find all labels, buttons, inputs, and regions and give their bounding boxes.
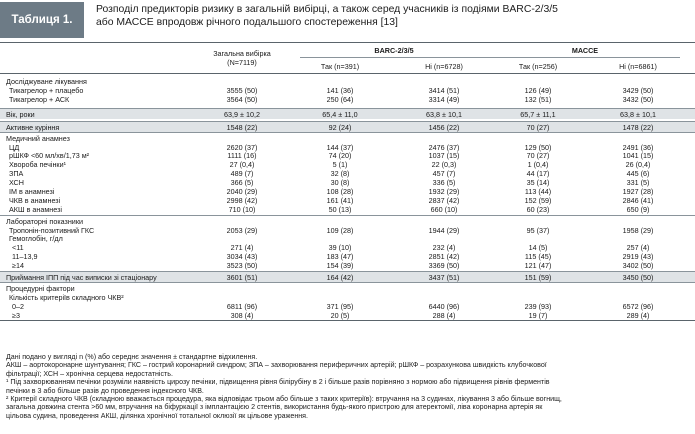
row-label: рШКФ <60 мл/хв/1,73 м²: [9, 151, 90, 161]
footnote-abbreviations: АКШ – аортокоронарне шунтування; ГКС – гострий коронарний синдром; ЗПА – захворювання периферичних артерій; рШКФ – розрахункова швидкість клубочкової: [6, 361, 547, 370]
cell-masse-yes: 35 (14): [526, 178, 550, 188]
cell-overall: 366 (5): [230, 178, 254, 188]
cell-barc-yes: 109 (28): [326, 225, 354, 235]
cell-barc-no: 288 (4): [432, 310, 456, 320]
row-label: <11: [12, 243, 24, 253]
table-footnotes: [6, 353, 692, 420]
cell-overall: 2040 (29): [226, 187, 258, 197]
cell-barc-no: 1037 (15): [428, 151, 460, 161]
cell-barc-no: 22 (0,3): [431, 160, 457, 170]
cell-barc-no: 6440 (96): [428, 301, 460, 311]
footnote-2-cont-2: цільова судина, проведення АКШ, ділянка хронічної тотальної оклюзії як цільове ураження.: [6, 411, 308, 420]
cell-barc-no: 63,8 ± 10,1: [426, 109, 462, 119]
cell-masse-yes: 70 (27): [526, 122, 550, 132]
row-label: ЧКВ в анамнезі: [9, 195, 61, 205]
row-label: ≥14: [12, 261, 24, 271]
cell-barc-no: 2476 (37): [428, 142, 460, 152]
table-row: [0, 312, 695, 321]
cell-masse-yes: 132 (51): [524, 94, 552, 104]
cell-masse-yes: 129 (50): [524, 142, 552, 152]
row-label: Вік, роки: [6, 109, 35, 119]
row-label: АКШ в анамнезі: [9, 204, 62, 214]
table-title: [96, 3, 691, 29]
cell-masse-yes: 239 (93): [524, 301, 552, 311]
row-label: Приймання ІПП під час виписки зі стаціонару: [6, 273, 157, 283]
row-label: Гемоглобін, г/дл: [9, 234, 63, 244]
row-label: ХСН: [9, 178, 24, 188]
footnote-1-cont: печінки в 3 або більше разів до проведення індексного ЧКВ.: [6, 386, 204, 395]
cell-masse-no: 1958 (29): [622, 225, 654, 235]
cell-masse-yes: 126 (49): [524, 85, 552, 95]
cell-overall: 2998 (42): [226, 195, 258, 205]
cell-masse-no: 6572 (96): [622, 301, 654, 311]
table-row: [0, 262, 695, 271]
cell-masse-yes: 44 (17): [526, 169, 550, 179]
col-masse-no: Ні (n=6861): [619, 62, 657, 71]
cell-overall: 308 (4): [230, 310, 254, 320]
cell-masse-no: 2846 (41): [622, 195, 654, 205]
row-label: Тикагрелор + АСК: [9, 94, 70, 104]
table-row: [0, 227, 695, 236]
cell-masse-no: 3450 (50): [622, 273, 654, 283]
cell-barc-no: 1944 (29): [428, 225, 460, 235]
row-label: Тикагрелор + плацебо: [9, 85, 84, 95]
table-title-line-1: Розподіл предикторів ризику в загальній вибірці, а також серед учасників із подіями BARC-2/3/5: [96, 4, 558, 15]
row-label: Хвороба печінки¹: [9, 160, 66, 170]
cell-masse-yes: 65,7 ± 11,1: [520, 109, 556, 119]
cell-masse-yes: 60 (23): [526, 204, 550, 214]
cell-barc-yes: 39 (10): [328, 243, 352, 253]
cell-barc-yes: 183 (47): [326, 252, 354, 262]
cell-overall: 63,9 ± 10,2: [224, 109, 260, 119]
cell-masse-no: 3429 (50): [622, 85, 654, 95]
col-barc-header: BARC-2/3/5: [374, 46, 414, 55]
cell-barc-yes: 164 (42): [326, 273, 354, 283]
cell-barc-yes: 30 (8): [330, 178, 350, 188]
cell-overall: 3523 (50): [226, 261, 258, 271]
cell-barc-no: 3314 (49): [428, 94, 460, 104]
cell-overall: 3564 (50): [226, 94, 258, 104]
cell-overall: 489 (7): [230, 169, 254, 179]
cell-barc-yes: 144 (37): [326, 142, 354, 152]
col-masse-yes: Так (n=256): [518, 62, 558, 71]
col-overall-header: [196, 49, 288, 67]
cell-barc-yes: 250 (64): [326, 94, 354, 104]
cell-masse-yes: 14 (5): [528, 243, 548, 253]
cell-masse-no: 257 (4): [626, 243, 650, 253]
table-title-line-2: або МАССЕ впродовж річного подальшого спостереження [13]: [96, 17, 398, 28]
cell-overall: 3601 (51): [226, 273, 258, 283]
column-headers: [0, 42, 695, 74]
cell-barc-yes: 65,4 ± 11,0: [322, 109, 358, 119]
cell-barc-yes: 92 (24): [328, 122, 352, 132]
cell-masse-yes: 1 (0,4): [527, 160, 549, 170]
cell-masse-yes: 95 (37): [526, 225, 550, 235]
footnote-data-format: Дані подано у вигляді n (%) або середнє значення ± стандартне відхилення.: [6, 353, 258, 361]
row-label: 0–2: [12, 301, 24, 311]
footnote-abbreviations-cont: фільтрації; ХСН – хронічна серцева недостатність.: [6, 369, 173, 378]
col-barc-no: Ні (n=6728): [425, 62, 463, 71]
cell-barc-yes: 161 (41): [326, 195, 354, 205]
cell-overall: 27 (0,4): [229, 160, 255, 170]
cell-barc-no: 3414 (51): [428, 85, 460, 95]
col-overall-n: (N=7119): [227, 58, 257, 67]
table-row: [0, 108, 695, 119]
cell-masse-no: 3402 (50): [622, 261, 654, 271]
col-barc-yes: Так (n=391): [320, 62, 360, 71]
table-number-badge: Таблиця 1.: [0, 2, 84, 38]
row-label: ІМ в анамнезі: [9, 187, 55, 197]
cell-masse-no: 1041 (15): [622, 151, 654, 161]
row-label: Кількість критеріїв складного ЧКВ²: [9, 292, 124, 302]
table-row: [0, 206, 695, 215]
cell-overall: 1111 (16): [227, 151, 257, 161]
col-masse-header: МАССЕ: [571, 46, 599, 55]
cell-barc-no: 1456 (22): [428, 122, 460, 132]
cell-barc-yes: 371 (95): [326, 301, 354, 311]
cell-barc-no: 2837 (42): [428, 195, 460, 205]
cell-masse-yes: 151 (59): [524, 273, 552, 283]
table-row: [0, 152, 695, 161]
cell-masse-no: 1478 (22): [622, 122, 654, 132]
cell-overall: 271 (4): [230, 243, 254, 253]
cell-overall: 3555 (50): [226, 85, 258, 95]
cell-masse-no: 289 (4): [626, 310, 650, 320]
cell-barc-yes: 74 (20): [328, 151, 352, 161]
cell-barc-no: 3437 (51): [428, 273, 460, 283]
row-label: Активне куріння: [6, 122, 60, 132]
cell-barc-no: 336 (5): [432, 178, 456, 188]
cell-masse-yes: 121 (47): [524, 261, 552, 271]
cell-overall: 1548 (22): [226, 122, 258, 132]
cell-masse-no: 26 (0,4): [625, 160, 651, 170]
row-label: Тропонін-позитивний ГКС: [9, 225, 95, 235]
cell-overall: 2053 (29): [226, 225, 258, 235]
cell-masse-yes: 152 (59): [524, 195, 552, 205]
cell-overall: 2620 (37): [226, 142, 258, 152]
cell-barc-yes: 5 (1): [332, 160, 348, 170]
cell-masse-yes: 70 (27): [526, 151, 550, 161]
cell-overall: 710 (10): [228, 204, 256, 214]
cell-masse-no: 63,8 ± 10,1: [620, 109, 656, 119]
table-row: [0, 271, 695, 282]
cell-masse-no: 331 (5): [626, 178, 650, 188]
cell-barc-yes: 50 (13): [328, 204, 352, 214]
footnote-2-cont: загальна довжина стента >60 мм, втручання на біфуркації з імплантацією 2 стентів, використання будь-якого пристрою для атеректомії, ліва коронарна артерія як: [6, 403, 543, 412]
cell-barc-no: 457 (7): [432, 169, 456, 179]
cell-barc-no: 232 (4): [432, 243, 456, 253]
cell-barc-no: 660 (10): [430, 204, 458, 214]
cell-masse-no: 445 (6): [626, 169, 650, 179]
group-divider: [300, 57, 680, 58]
table-row: [0, 96, 695, 105]
cell-barc-yes: 108 (28): [326, 187, 354, 197]
footnote-1: ¹ Під захворюванням печінки розуміли наявність цирозу печінки, підвищення рівня білірубіну в 2 і більше разів порівняно з нормою або підвищення рівнів ферментів: [6, 378, 550, 387]
row-label: ЗПА: [9, 169, 24, 179]
cell-masse-no: 1927 (28): [622, 187, 654, 197]
cell-barc-yes: 20 (5): [330, 310, 350, 320]
cell-overall: 6811 (96): [226, 301, 258, 311]
cell-masse-no: 3432 (50): [622, 94, 654, 104]
cell-barc-yes: 32 (8): [330, 169, 350, 179]
cell-overall: 3034 (43): [226, 252, 258, 262]
cell-masse-yes: 19 (7): [528, 310, 548, 320]
table-row: [0, 121, 695, 132]
row-label: Процедурні фактори: [6, 284, 75, 294]
footnote-2: ² Критерії складного ЧКВ (складною вважається процедура, яка відповідає трьом або більше з таких критеріїв): втручання на 3 судинах, лікування 3 або більше вогнищ,: [6, 395, 562, 404]
cell-masse-no: 650 (9): [626, 204, 650, 214]
row-label: ≥3: [12, 310, 20, 320]
cell-barc-yes: 154 (39): [326, 261, 354, 271]
row-label: Досліджуване лікування: [6, 77, 87, 86]
cell-masse-yes: 115 (45): [524, 252, 552, 262]
cell-barc-no: 3369 (50): [428, 261, 460, 271]
cell-masse-no: 2919 (43): [622, 252, 654, 262]
cell-barc-no: 1932 (29): [428, 187, 460, 197]
row-label: 11–13,9: [12, 252, 38, 262]
row-label: ЦД: [9, 142, 20, 152]
data-table: [0, 42, 695, 321]
cell-masse-no: 2491 (36): [622, 142, 654, 152]
cell-barc-yes: 141 (36): [326, 85, 354, 95]
cell-barc-no: 2851 (42): [428, 252, 460, 262]
row-label: Медичний анамнез: [6, 133, 70, 143]
col-overall-label: Загальна вибірка: [213, 49, 271, 58]
row-label: Лабораторні показники: [6, 216, 83, 226]
cell-masse-yes: 113 (44): [524, 187, 552, 197]
table-header: [0, 0, 695, 40]
